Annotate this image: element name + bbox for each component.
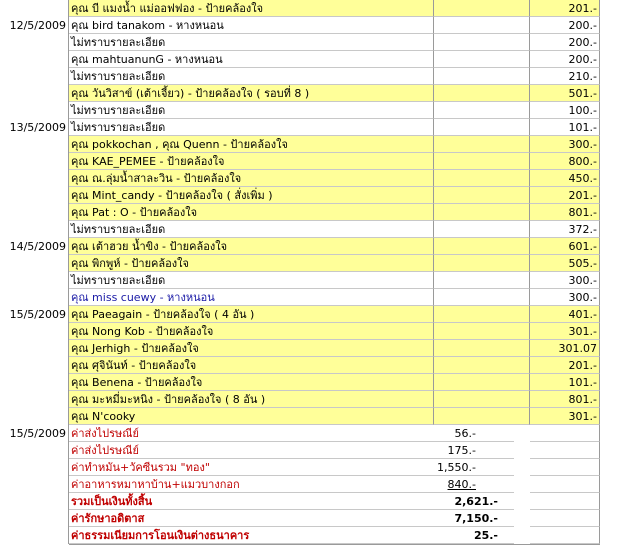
description-cell[interactable]: คุณ วันวิสาข์ (เต้าเจี้ยว) - ป้ายคล้องใจ ( รอบที่ 8 ) xyxy=(69,85,434,102)
expense-row xyxy=(0,476,618,493)
expense-amount: 7,150.- xyxy=(454,512,498,525)
amount-cell[interactable]: 101.- xyxy=(530,374,600,391)
table-row xyxy=(0,119,618,136)
expense-label: ค่ารักษาอดิตาส xyxy=(71,512,145,525)
description-cell[interactable]: ไม่ทราบรายละเอียด xyxy=(69,119,434,136)
expense-label: ค่าธรรมเนียมการโอนเงินต่างธนาคาร xyxy=(71,529,250,542)
empty-cell[interactable] xyxy=(434,306,530,323)
empty-cell[interactable] xyxy=(434,0,530,17)
expense-row xyxy=(0,527,618,544)
empty-cell[interactable] xyxy=(434,272,530,289)
expense-amount: 1,550.- xyxy=(437,461,476,474)
table-row xyxy=(0,357,618,374)
date-cell[interactable] xyxy=(0,153,69,170)
table-row xyxy=(0,238,618,255)
table-row xyxy=(0,391,618,408)
date-cell[interactable] xyxy=(0,493,69,510)
date-cell[interactable] xyxy=(0,510,69,527)
table-row xyxy=(0,102,618,119)
description-cell[interactable]: คุณ mahtuanunG - หางหนอน xyxy=(69,51,434,68)
table-row xyxy=(0,306,618,323)
empty-cell[interactable] xyxy=(434,289,530,306)
expense-amount: 175.- xyxy=(447,444,476,457)
empty-cell[interactable] xyxy=(434,51,530,68)
amount-cell[interactable]: 801.- xyxy=(530,204,600,221)
description-cell[interactable]: คุณ บี แมงน้ำ แม่ออฟฟอง - ป้ายคล้องใจ xyxy=(69,0,434,17)
amount-cell[interactable]: 800.- xyxy=(530,153,600,170)
date-cell[interactable] xyxy=(0,357,69,374)
expense-amount: 840.- xyxy=(447,478,476,491)
date-cell[interactable] xyxy=(0,170,69,187)
description-cell[interactable]: คุณ Paeagain - ป้ายคล้องใจ ( 4 อัน ) xyxy=(69,306,434,323)
empty-cell[interactable] xyxy=(434,238,530,255)
empty-cell[interactable] xyxy=(434,204,530,221)
date-cell[interactable] xyxy=(0,221,69,238)
description-cell[interactable]: คุณ Benena - ป้ายคล้องใจ xyxy=(69,374,434,391)
table-row xyxy=(0,323,618,340)
empty-cell[interactable] xyxy=(434,357,530,374)
date-cell[interactable] xyxy=(0,102,69,119)
empty-cell[interactable] xyxy=(434,170,530,187)
date-cell[interactable] xyxy=(0,391,69,408)
date-cell[interactable] xyxy=(0,340,69,357)
empty-cell[interactable] xyxy=(434,68,530,85)
date-cell[interactable] xyxy=(0,255,69,272)
amount-cell[interactable]: 201.- xyxy=(530,187,600,204)
amount-cell[interactable]: 300.- xyxy=(530,136,600,153)
description-cell[interactable]: คุณ bird tanakom - หางหนอน xyxy=(69,17,434,34)
expense-label: ค่าอาหารหมาหาบ้าน+แมวบางกอก xyxy=(71,478,240,491)
description-cell[interactable]: คุณ Pat : O - ป้ายคล้องใจ xyxy=(69,204,434,221)
description-cell[interactable]: คุณ Nong Kob - ป้ายคล้องใจ xyxy=(69,323,434,340)
empty-cell[interactable] xyxy=(530,476,600,493)
date-cell[interactable]: 14/5/2009 xyxy=(0,238,69,255)
description-cell[interactable]: คุณ Mint_candy - ป้ายคล้องใจ ( สั่งเพิ่ม ) xyxy=(69,187,434,204)
table-row xyxy=(0,374,618,391)
amount-cell[interactable]: 201.- xyxy=(530,0,600,17)
table-row xyxy=(0,289,618,306)
expense-row xyxy=(0,459,618,476)
empty-cell[interactable] xyxy=(434,374,530,391)
date-cell[interactable] xyxy=(0,272,69,289)
description-cell[interactable]: คุณ pokkochan , คุณ Quenn - ป้ายคล้องใจ xyxy=(69,136,434,153)
empty-cell[interactable] xyxy=(434,119,530,136)
empty-cell[interactable] xyxy=(530,459,600,476)
expense-row xyxy=(0,442,618,459)
date-cell[interactable] xyxy=(0,51,69,68)
date-cell[interactable] xyxy=(0,136,69,153)
table-row xyxy=(0,187,618,204)
table-row xyxy=(0,136,618,153)
amount-cell[interactable]: 372.- xyxy=(530,221,600,238)
table-row xyxy=(0,408,618,425)
empty-cell[interactable] xyxy=(434,17,530,34)
date-cell[interactable] xyxy=(0,85,69,102)
date-cell[interactable] xyxy=(0,0,69,17)
expense-description-cell[interactable] xyxy=(69,442,514,459)
expense-amount: 56.- xyxy=(454,427,476,440)
date-cell[interactable] xyxy=(0,204,69,221)
amount-cell[interactable]: 301.- xyxy=(530,323,600,340)
date-cell[interactable]: 15/5/2009 xyxy=(0,306,69,323)
amount-cell[interactable]: 450.- xyxy=(530,170,600,187)
date-cell[interactable] xyxy=(0,459,69,476)
amount-cell[interactable]: 505.- xyxy=(530,255,600,272)
empty-cell[interactable] xyxy=(434,221,530,238)
date-cell[interactable] xyxy=(0,374,69,391)
amount-cell[interactable]: 601.- xyxy=(530,238,600,255)
date-cell[interactable] xyxy=(0,527,69,544)
grid-bottom-line xyxy=(69,544,600,545)
empty-cell[interactable] xyxy=(434,136,530,153)
description-cell[interactable]: ไม่ทราบรายละเอียด xyxy=(69,221,434,238)
description-cell[interactable]: ไม่ทราบรายละเอียด xyxy=(69,68,434,85)
table-row xyxy=(0,204,618,221)
date-cell[interactable] xyxy=(0,289,69,306)
description-cell[interactable]: คุณ เต้าฮวย น้ำขิง - ป้ายคล้องใจ xyxy=(69,238,434,255)
table-row xyxy=(0,68,618,85)
date-cell[interactable]: 15/5/2009 xyxy=(0,425,69,442)
expense-row xyxy=(0,425,618,442)
empty-cell[interactable] xyxy=(530,442,600,459)
expense-label: ค่าทำหมัน+วัคซีนรวม "ทอง" xyxy=(71,461,210,474)
table-row xyxy=(0,340,618,357)
date-cell[interactable]: 12/5/2009 xyxy=(0,17,69,34)
expense-description-cell[interactable] xyxy=(69,527,514,544)
amount-cell[interactable]: 201.- xyxy=(530,357,600,374)
expense-row xyxy=(0,493,618,510)
description-cell[interactable]: คุณ N'cooky xyxy=(69,408,434,425)
description-cell[interactable]: ไม่ทราบรายละเอียด xyxy=(69,102,434,119)
description-cell[interactable]: ไม่ทราบรายละเอียด xyxy=(69,34,434,51)
expense-label: รวมเป็นเงินทั้งสิ้น xyxy=(71,495,153,508)
table-row xyxy=(0,170,618,187)
empty-cell[interactable] xyxy=(434,34,530,51)
amount-cell[interactable]: 801.- xyxy=(530,391,600,408)
description-cell[interactable]: คุณ มะหมี่มะหนิง - ป้ายคล้องใจ ( 8 อัน ) xyxy=(69,391,434,408)
expense-description-cell[interactable] xyxy=(69,459,514,476)
table-row xyxy=(0,34,618,51)
description-cell[interactable]: คุณ ณ.ลุ่มน้ำสาละวิน - ป้ายคล้องใจ xyxy=(69,170,434,187)
empty-cell[interactable] xyxy=(434,340,530,357)
empty-cell[interactable] xyxy=(530,527,600,544)
table-row xyxy=(0,153,618,170)
amount-cell[interactable]: 101.- xyxy=(530,119,600,136)
amount-cell[interactable]: 501.- xyxy=(530,85,600,102)
table-row xyxy=(0,255,618,272)
date-cell[interactable] xyxy=(0,68,69,85)
amount-cell[interactable]: 401.- xyxy=(530,306,600,323)
empty-cell[interactable] xyxy=(530,425,600,442)
amount-cell[interactable]: 300.- xyxy=(530,289,600,306)
empty-cell[interactable] xyxy=(434,323,530,340)
empty-cell[interactable] xyxy=(434,187,530,204)
expense-description-cell[interactable] xyxy=(69,425,514,442)
amount-cell[interactable]: 210.- xyxy=(530,68,600,85)
description-cell[interactable]: คุณ miss cuewy - หางหนอน xyxy=(69,289,434,306)
empty-cell[interactable] xyxy=(434,255,530,272)
table-row xyxy=(0,85,618,102)
amount-cell[interactable]: 200.- xyxy=(530,51,600,68)
date-cell[interactable] xyxy=(0,476,69,493)
empty-cell[interactable] xyxy=(434,85,530,102)
empty-cell[interactable] xyxy=(434,408,530,425)
expense-description-cell[interactable] xyxy=(69,476,514,493)
table-row xyxy=(0,221,618,238)
empty-cell[interactable] xyxy=(434,391,530,408)
amount-cell[interactable]: 200.- xyxy=(530,17,600,34)
table-row xyxy=(0,17,618,34)
expense-row xyxy=(0,510,618,527)
empty-cell[interactable] xyxy=(530,493,600,510)
empty-cell[interactable] xyxy=(434,102,530,119)
amount-cell[interactable]: 300.- xyxy=(530,272,600,289)
empty-cell[interactable] xyxy=(530,510,600,527)
expense-label: ค่าส่งไปรษณีย์ xyxy=(71,427,139,440)
description-cell[interactable]: ไม่ทราบรายละเอียด xyxy=(69,272,434,289)
date-cell[interactable] xyxy=(0,187,69,204)
amount-cell[interactable]: 100.- xyxy=(530,102,600,119)
date-cell[interactable] xyxy=(0,442,69,459)
expense-amount: 2,621.- xyxy=(454,495,498,508)
amount-cell[interactable]: 200.- xyxy=(530,34,600,51)
empty-cell[interactable] xyxy=(434,153,530,170)
expense-amount: 25.- xyxy=(473,529,498,542)
expense-label: ค่าส่งไปรษณีย์ xyxy=(71,444,139,457)
description-cell[interactable]: คุณ Jerhigh - ป้ายคล้องใจ xyxy=(69,340,434,357)
table-row xyxy=(0,272,618,289)
date-cell[interactable]: 13/5/2009 xyxy=(0,119,69,136)
amount-cell[interactable]: 301.- xyxy=(530,408,600,425)
expense-description-cell[interactable] xyxy=(69,493,514,510)
table-row xyxy=(0,51,618,68)
description-cell[interactable]: คุณ KAE_PEMEE - ป้ายคล้องใจ xyxy=(69,153,434,170)
date-cell[interactable] xyxy=(0,34,69,51)
description-cell[interactable]: คุณ พิกพูห์ - ป้ายคล้องใจ xyxy=(69,255,434,272)
description-cell[interactable]: คุณ ศุจินันท์ - ป้ายคล้องใจ xyxy=(69,357,434,374)
expense-description-cell[interactable] xyxy=(69,510,514,527)
amount-cell[interactable]: 301.07 xyxy=(530,340,600,357)
date-cell[interactable] xyxy=(0,323,69,340)
table-row xyxy=(0,0,618,17)
date-cell[interactable] xyxy=(0,408,69,425)
